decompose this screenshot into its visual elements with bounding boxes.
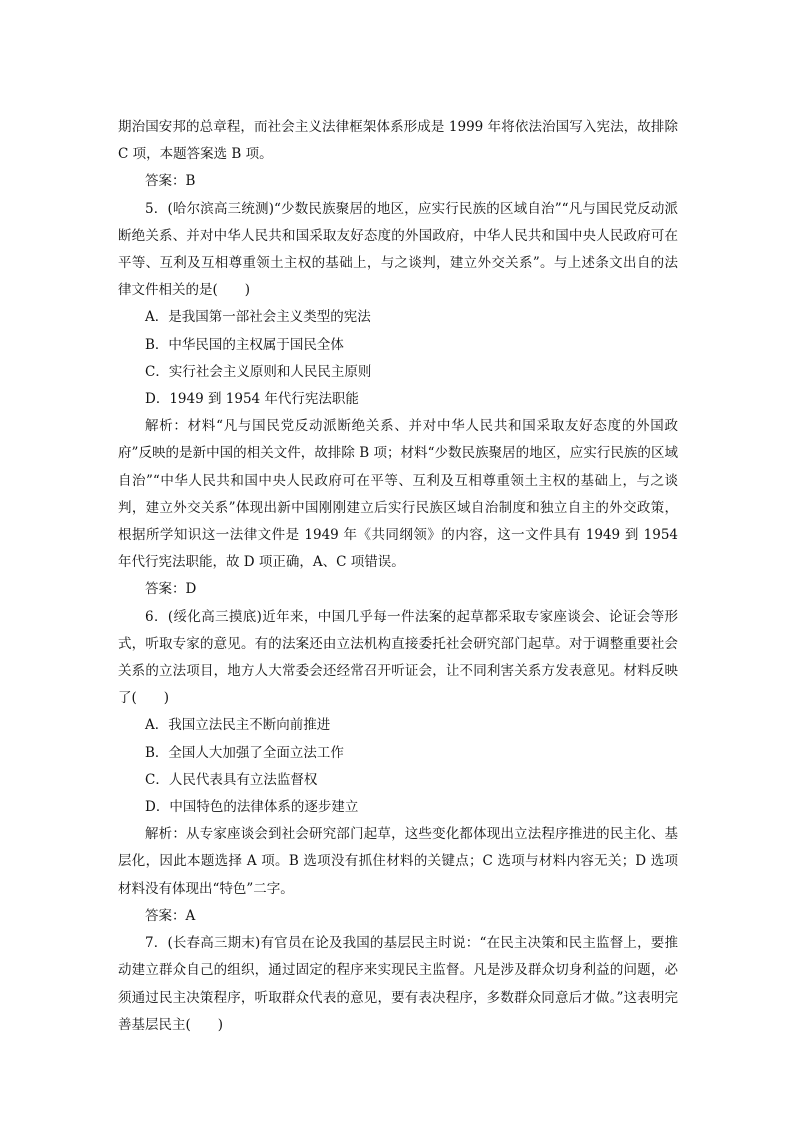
paragraph-prev-analysis-end: 期治国安邦的总章程，而社会主义法律框架体系形成是 1999 年将依法治国写入宪法，故排除 C 项，本题答案选 B 项。 [118,119,678,163]
question-6-option-b: B．全国人大加强了全面立法工作 [145,744,344,761]
question-6-option-d: D．中国特色的法律体系的逐步建立 [145,799,359,816]
question-5-option-c: C．实行社会主义原则和人民民主原则 [145,363,372,380]
answer-q6: 答案：A [145,907,196,924]
question-6-option-c: C．人民代表具有立法监督权 [145,771,318,788]
answer-q5: 答案：D [145,581,197,598]
question-6-stem: 6．(绥化高三摸底)近年来，中国几乎每一件法案的起草都采取专家座谈会、论证会等形式，听取专家的意见。有的法案还由立法机构直接委托社会研究部门起草。对于调整重要社会关系的立法项目，地方人大常委会还经常召开听证会，让不同利害关系方发表意见。材料反映了( ) [118,608,678,707]
question-5-stem: 5．(哈尔滨高三统测)“少数民族聚居的地区，应实行民族的区域自治”“凡与国民党反动派断绝关系、并对中华人民共和国采取友好态度的外国政府，中华人民共和国中央人民政府可在平等、互利及互相尊重领土主权的基础上，与之谈判，建立外交关系”。与上述条文出自的法律文件相关的是( ) [118,200,678,299]
question-6-option-a: A．我国立法民主不断向前推进 [145,717,331,734]
question-6-analysis: 解析：从专家座谈会到社会研究部门起草，这些变化都体现出立法程序推进的民主化、基层化，因此本题选择 A 项。B 选项没有抓住材料的关键点；C 选项与材料内容无关；D 选项材料没有体现出“特色”二字。 [118,826,678,897]
answer-q4: 答案：B [145,173,196,190]
question-5-option-b: B．中华民国的主权属于国民全体 [145,336,344,353]
document-page [118,114,678,1039]
question-5-option-a: A．是我国第一部社会主义类型的宪法 [145,309,371,326]
question-5-option-d: D．1949 到 1954 年代行宪法职能 [145,391,359,408]
question-7-stem: 7．(长春高三期末)有官员在论及我国的基层民主时说：“在民主决策和民主监督上，要推动建立群众自己的组织，通过固定的程序来实现民主监督。凡是涉及群众切身利益的问题，必须通过民主决策程序，听取群众代表的意见，要有表决程序，多数群众同意后才做。”这表明完善基层民主( ) [118,935,678,1033]
question-5-analysis: 解析：材料“凡与国民党反动派断绝关系、并对中华人民共和国采取友好态度的外国政府”反映的是新中国的相关文件，故排除 B 项；材料“少数民族聚居的地区，应实行民族的区域自治”“中华人民共和国中央人民政府可在平等、互利及互相尊重领土主权的基础上，与之谈判，建立外交关系”体现出新中国刚刚建立后实行民族区域自治制度和独立自主的外交政策，根据所学知识这一法律文件是 1949 年《共同纲领》的内容，这一文件具有 1949 到 1954 年代行宪法职能，故 D 项正确，A、C 项错误。 [118,418,678,571]
